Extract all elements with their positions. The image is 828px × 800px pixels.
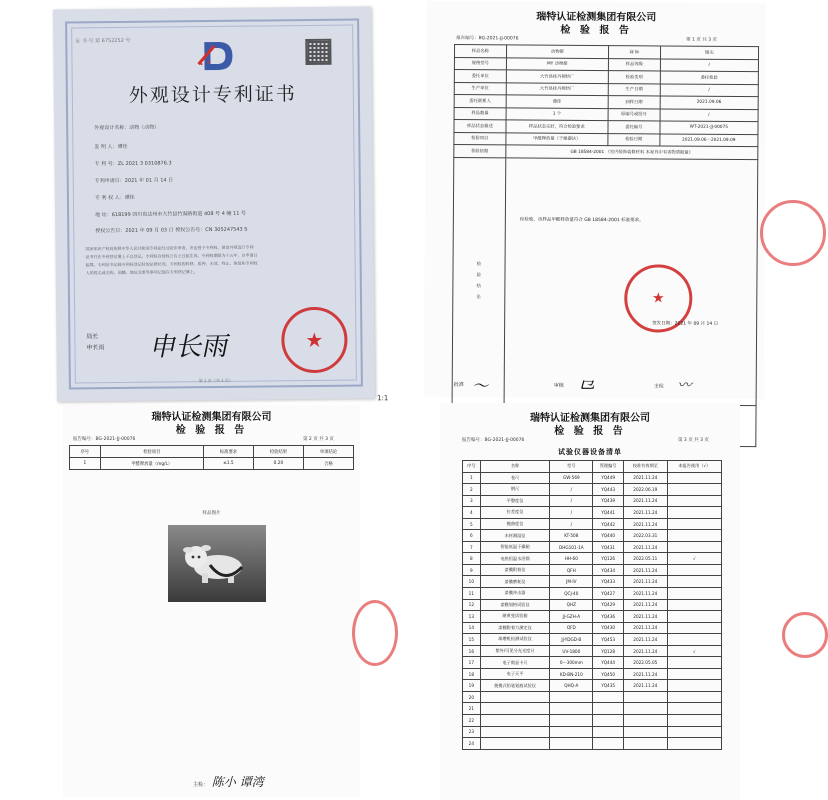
report-company: 瑞特认证检测集团有限公司 xyxy=(530,413,650,424)
sign-label: 审核 xyxy=(553,382,564,389)
table-cell xyxy=(623,691,667,703)
table-cell: 大竹县桂丹棉纺厂 xyxy=(506,70,608,83)
table-row xyxy=(463,507,722,519)
table-cell: / xyxy=(660,83,758,96)
table-cell: GB 18584-2001 《室内装饰装修材料 木家具中有害物质限量》 xyxy=(505,145,757,159)
table-cell: 原编号或批号 xyxy=(608,108,660,121)
table-cell: 漆膜冲击器 xyxy=(480,588,550,600)
table-row xyxy=(463,518,722,530)
table-row xyxy=(463,657,722,669)
report-page: 第 1 页 共 3 页 xyxy=(686,37,718,43)
table-row xyxy=(463,472,722,484)
table-cell: YQ429 xyxy=(593,599,624,611)
table-cell xyxy=(480,703,550,715)
table-cell xyxy=(550,715,593,727)
table-cell: 2022.03.31 xyxy=(623,530,667,542)
table-cell: 24 xyxy=(463,738,481,750)
table-cell: 2021.11.24 xyxy=(623,645,667,657)
table-cell: 21 xyxy=(463,703,481,715)
table-cell: 11 xyxy=(463,588,481,600)
table-cell xyxy=(550,703,593,715)
table-row xyxy=(463,564,722,576)
table-cell: JJ-GZH-A xyxy=(550,611,593,623)
table-cell: 14 xyxy=(463,622,481,634)
table-cell: 智能低温干燥箱 xyxy=(480,541,550,553)
table-cell: MY 动物摆 xyxy=(506,57,608,70)
cnipa-seal: ★ xyxy=(281,307,348,374)
table-cell: 2021.11.24 xyxy=(623,564,667,576)
report-number: 报告编号：BG-2021-JJ-00076 xyxy=(73,437,136,442)
table-cell: / xyxy=(660,58,758,71)
table-cell xyxy=(667,680,721,692)
table-cell xyxy=(667,518,721,530)
table-cell: YQ434 xyxy=(593,564,624,576)
partial-stamp xyxy=(760,200,826,266)
table-cell: 12 xyxy=(463,599,481,611)
table-cell xyxy=(667,622,721,634)
table-cell: 16 xyxy=(463,645,481,657)
table-header-cell: 序号 xyxy=(70,446,101,458)
table-cell: 22 xyxy=(463,715,481,727)
table-cell: 检验项目 xyxy=(454,132,506,145)
table-cell xyxy=(593,715,624,727)
table-cell xyxy=(623,703,667,715)
partial-stamp xyxy=(352,600,398,666)
table-cell: 谢尖 xyxy=(660,46,758,59)
table-cell xyxy=(667,703,721,715)
director-label: 局长 xyxy=(86,333,99,341)
table-cell: ≤1.5 xyxy=(203,458,253,470)
table-cell: 平整度仪 xyxy=(480,495,550,507)
table-cell: YQ427 xyxy=(593,588,624,600)
conclusion-side-label: 检 xyxy=(476,261,482,267)
table-cell: 便携式铅笔划痕试验仪 xyxy=(480,680,550,692)
table-cell: 10 xyxy=(463,576,481,588)
table-cell: 15 xyxy=(463,634,481,646)
table-cell: 电子数显卡尺 xyxy=(480,657,550,669)
table-cell: 甲醛释放量（干燥器法） xyxy=(506,132,608,145)
table-cell xyxy=(623,715,667,727)
certificate-body-line: 国家知识产权局依照中华人民共和国专利法经过初步审查，决定授予专利权，颁发外观设计专利 xyxy=(85,244,254,252)
table-cell: 2021.11.24 xyxy=(623,472,667,484)
conclusion-side-label: 结 xyxy=(476,283,481,289)
table-cell xyxy=(667,495,721,507)
photo-label: 样品图片 xyxy=(202,511,221,516)
conclusion-side-label: 论 xyxy=(476,294,481,300)
certificate-field: 专利申请日：2021 年 01 月 14 日 xyxy=(94,177,174,185)
table-cell xyxy=(667,472,721,484)
table-cell: 委托编号 xyxy=(608,121,660,134)
table-header-cell: 校准有效期至 xyxy=(623,461,667,473)
table-cell: 翘曲度仪 xyxy=(480,518,550,530)
report-title: 检 验 报 告 xyxy=(560,24,632,37)
table-cell: YQ440 xyxy=(593,530,624,542)
table-cell xyxy=(623,738,667,750)
table-cell: 13 xyxy=(463,611,481,623)
table-cell: 9 xyxy=(463,564,481,576)
table-cell: 委托检验 xyxy=(660,71,758,84)
table-cell: 2021.11.24 xyxy=(623,611,667,623)
table-cell: 钢尺 xyxy=(480,484,550,496)
table-cell xyxy=(480,691,550,703)
table-cell: YQ450 xyxy=(593,668,624,680)
table-cell: 耐黄变试验箱 xyxy=(480,611,550,623)
table-cell xyxy=(667,588,721,600)
table-cell: YQ433 xyxy=(593,576,624,588)
table-cell: WT-2021-JJ-00075 xyxy=(660,121,758,134)
table-cell: 2021.11.24 xyxy=(623,622,667,634)
table-cell: 2022.06.19 xyxy=(623,484,667,496)
table-cell xyxy=(480,726,550,738)
table-cell: / xyxy=(550,495,593,507)
table-row xyxy=(463,588,722,600)
test-report-page-3 xyxy=(440,403,740,800)
director-name: 申长雨 xyxy=(86,344,105,352)
director-signature: 申长雨 xyxy=(147,331,233,363)
table-cell: 2022.05.11 xyxy=(623,553,667,565)
inspector-label: 主检： xyxy=(193,782,209,788)
qr-code-icon xyxy=(305,39,331,65)
table-cell xyxy=(480,738,550,750)
report-page: 第 2 页 共 3 页 xyxy=(303,437,334,442)
table-cell xyxy=(452,157,505,403)
approver-signature-icon: 〜 xyxy=(470,376,493,396)
table-cell: YQ128 xyxy=(593,645,624,657)
table-cell: YQ444 xyxy=(593,657,624,669)
report-title: 检 验 报 告 xyxy=(175,425,248,436)
table-cell: 委托联系人 xyxy=(454,95,506,108)
table-cell: 委托单位 xyxy=(454,70,506,83)
table-cell: 甲醛释放量（mg/L） xyxy=(100,458,203,470)
table-header-cell: 序号 xyxy=(463,461,481,473)
table-cell: 2021.11.24 xyxy=(623,495,667,507)
table-cell xyxy=(550,691,593,703)
table-cell: 样品等级 xyxy=(608,58,660,71)
table-cell: 球磨机检测试验仪 xyxy=(480,634,550,646)
conclusion-side-label: 验 xyxy=(476,272,481,278)
table-cell xyxy=(667,611,721,623)
table-cell: 1 xyxy=(70,458,101,470)
table-cell xyxy=(667,634,721,646)
table-cell: UV-1800 xyxy=(550,645,593,657)
table-cell: 到样日期 xyxy=(608,96,660,109)
table-cell xyxy=(667,657,721,669)
patent-certificate xyxy=(53,6,389,403)
sign-label: 批准 xyxy=(453,382,464,389)
table-cell: KT-508 xyxy=(550,530,593,542)
table-cell: QFD xyxy=(550,622,593,634)
table-cell: 0.20 xyxy=(253,458,303,470)
table-cell xyxy=(667,691,721,703)
table-cell xyxy=(667,530,721,542)
inspector-signature: 陈小 谭湾 xyxy=(210,775,267,789)
certificate-body-line: 人的姓名或名称、国籍、地址变更等事项记载在专利登记簿上。 xyxy=(85,269,198,276)
table-cell: / xyxy=(550,507,593,519)
table-cell: 动物摆 xyxy=(506,45,608,58)
table-row xyxy=(463,599,722,611)
table-cell: YQ449 xyxy=(593,472,624,484)
equipment-list-title: 试验仪器设备清单 xyxy=(558,448,622,456)
certificate-field: 专 利 权 人：谭佳 xyxy=(94,194,135,202)
table-cell: / xyxy=(550,518,593,530)
table-row xyxy=(463,634,722,646)
table-row xyxy=(463,703,722,715)
inspector-signature-icon: 〰 xyxy=(676,377,695,394)
table-cell: 样品状态描述 xyxy=(454,120,506,133)
table-cell: 2022.05.05 xyxy=(623,657,667,669)
table-cell: 2021.09.06 xyxy=(660,96,758,109)
table-cell: DHG101-1A xyxy=(550,541,593,553)
table-cell: 2021.11.24 xyxy=(623,588,667,600)
table-header-cell: 型号 xyxy=(550,461,593,473)
table-row xyxy=(463,495,722,507)
table-cell: YQ439 xyxy=(593,495,624,507)
table-cell xyxy=(667,541,721,553)
table-row xyxy=(463,738,722,750)
table-cell: 检验日期 xyxy=(608,133,660,146)
table-cell: 电子天平 xyxy=(480,668,550,680)
table-header-cell: 单项结论 xyxy=(303,446,353,458)
certificate-field: 地 址：618199 四川省达州市大竹县竹海路街道 408 号 4 幢 11 号 xyxy=(95,210,247,219)
table-cell: 2021.11.24 xyxy=(623,576,667,588)
table-cell: 谭佳 xyxy=(506,95,608,108)
table-cell: 1 个 xyxy=(506,107,608,120)
table-cell: 1 xyxy=(463,472,481,484)
table-cell: QCJ-40 xyxy=(550,588,593,600)
table-cell: YQ443 xyxy=(593,484,624,496)
table-cell: KD-BN-210 xyxy=(550,668,593,680)
table-cell: / xyxy=(660,108,758,121)
table-row xyxy=(463,611,722,623)
table-cell xyxy=(667,726,721,738)
table-cell: 拉差度仪 xyxy=(480,507,550,519)
table-cell: √ xyxy=(667,645,721,657)
table-row xyxy=(463,541,722,553)
table-cell: JJ-YDGD-B xyxy=(550,634,593,646)
table-cell: 漆膜划格试验仪 xyxy=(480,599,550,611)
table-cell xyxy=(593,691,624,703)
table-cell: 样品状态完好，符合检验要求 xyxy=(506,120,608,133)
table-row xyxy=(70,458,354,470)
report-title: 检 验 报 告 xyxy=(554,426,626,437)
partial-stamp xyxy=(782,612,828,658)
table-cell: 合格 xyxy=(303,458,353,470)
table-cell: 20 xyxy=(463,691,481,703)
table-cell xyxy=(667,507,721,519)
table-cell: 2021.11.24 xyxy=(623,634,667,646)
table-cell: QHZ xyxy=(550,599,593,611)
report-page: 第 3 页 共 3 页 xyxy=(678,438,709,443)
table-cell: QFH xyxy=(550,564,593,576)
certificate-title: 外观设计专利证书 xyxy=(128,83,297,107)
sign-label: 主检 xyxy=(653,383,664,390)
table-cell: 18 xyxy=(463,668,481,680)
table-row xyxy=(463,715,722,727)
table-header-row xyxy=(70,446,354,458)
table-row xyxy=(463,553,722,565)
table-cell: YQ442 xyxy=(593,518,624,530)
table-cell xyxy=(667,576,721,588)
report-number: 报告编号：BG-2021-JJ-00076 xyxy=(456,36,519,42)
table-cell: 2021.09.06～2021.09.09 xyxy=(660,133,758,146)
table-row xyxy=(463,576,722,588)
table-row xyxy=(463,726,722,738)
certificate-footer: 第 1 页（共 1 页） xyxy=(198,377,233,384)
table-cell: 生产单位 xyxy=(454,82,506,95)
table-cell: 19 xyxy=(463,680,481,692)
report-company: 瑞特认证检测集团有限公司 xyxy=(151,412,272,423)
table-cell: 2021.11.24 xyxy=(623,680,667,692)
table-cell: 样品数量 xyxy=(454,107,506,120)
table-cell: 商 标 xyxy=(608,46,660,59)
table-cell: YQ126 xyxy=(593,553,624,565)
table-cell xyxy=(667,715,721,727)
table-cell xyxy=(623,726,667,738)
table-cell: 2 xyxy=(463,484,481,496)
table-cell: 2021.11.24 xyxy=(623,507,667,519)
table-cell: 木材测湿仪 xyxy=(480,530,550,542)
table-cell: 3 xyxy=(463,495,481,507)
table-cell: 漆膜附着仪 xyxy=(480,564,550,576)
certificate-field: 授权公告日：2021 年 09 月 03 日 授权公告号：CN 305247543 S xyxy=(95,226,248,235)
table-cell: 漆膜磨耗仪 xyxy=(480,576,550,588)
result-table xyxy=(69,445,354,470)
certificate-body-line: 起算。专利证书记载专利权登记时的法律状况。专利权的转移、质押、无效、终止、恢复和专利权 xyxy=(85,260,258,268)
table-cell: 生产日期 xyxy=(608,83,660,96)
report-number: 报告编号：BG-2021-JJ-00076 xyxy=(462,438,525,443)
certificate-field: 专 利 号：ZL 2021 3 0310876.3 xyxy=(94,160,172,168)
test-report-page-2 xyxy=(63,405,360,797)
report-company: 瑞特认证检测集团有限公司 xyxy=(536,11,657,24)
table-cell: 电热恒温水浴锅 xyxy=(480,553,550,565)
table-cell: √ xyxy=(667,553,721,565)
table-row xyxy=(463,622,722,634)
issue-date: 签发日期：2021 年 09 月 14 日 xyxy=(652,321,719,327)
table-cell xyxy=(480,715,550,727)
certificate-number: 证 书 号 第 6752252 号 xyxy=(75,37,131,45)
table-cell xyxy=(667,668,721,680)
table-cell xyxy=(667,738,721,750)
table-header-cell: 本报告使用（√） xyxy=(667,461,721,473)
table-cell: 6 xyxy=(463,530,481,542)
table-cell: YQ435 xyxy=(593,680,624,692)
table-cell xyxy=(667,484,721,496)
table-cell xyxy=(593,738,624,750)
table-cell: / xyxy=(550,484,593,496)
table-cell: 卷尺 xyxy=(480,472,550,484)
table-cell xyxy=(667,599,721,611)
table-cell: 检验类别 xyxy=(608,71,660,84)
table-row xyxy=(463,530,722,542)
table-cell xyxy=(550,738,593,750)
table-header-cell: 检验结果 xyxy=(253,446,303,458)
table-cell xyxy=(593,726,624,738)
table-row xyxy=(463,645,722,657)
cow-figurine-icon xyxy=(180,537,250,587)
company-stamp: ★ xyxy=(624,264,692,332)
table-cell: 大竹县桂丹棉纺厂 xyxy=(506,82,608,95)
table-cell: 检验依据 xyxy=(454,145,506,158)
table-cell: 17 xyxy=(463,657,481,669)
table-row xyxy=(463,691,722,703)
table-cell: JM-IV xyxy=(550,576,593,588)
table-header-cell: 检验项目 xyxy=(100,446,203,458)
table-cell: 样品名称 xyxy=(454,45,506,58)
table-header-cell: 管理编号 xyxy=(593,461,624,473)
cnipa-logo-icon xyxy=(196,38,236,74)
table-cell xyxy=(667,564,721,576)
certificate-body-line: 证书并在专利登记簿上予以登记。专利权自授权公告之日起生效。专利权期限为十五年，自申请日 xyxy=(85,252,258,260)
table-cell: 紫外/可见分光光度计 xyxy=(480,645,550,657)
table-cell xyxy=(593,703,624,715)
sample-photo xyxy=(168,525,266,602)
table-cell: YQ453 xyxy=(593,634,624,646)
table-cell: YQ431 xyxy=(593,541,624,553)
table-cell: 规格型号 xyxy=(454,57,506,70)
table-cell: 0～300mm xyxy=(550,657,593,669)
table-cell: QHQ-A xyxy=(550,680,593,692)
table-cell: 漆膜附着力测定仪 xyxy=(480,622,550,634)
certificate-field: 发 明 人：谭佳 xyxy=(94,143,128,151)
table-header-cell: 名称 xyxy=(480,461,550,473)
table-cell: 23 xyxy=(463,726,481,738)
table-row xyxy=(463,668,722,680)
table-cell: YQ436 xyxy=(593,611,624,623)
signature-row xyxy=(454,373,754,397)
table-cell: YQ441 xyxy=(593,507,624,519)
table-cell: 5 xyxy=(463,518,481,530)
table-row xyxy=(463,484,722,496)
table-cell: YQ430 xyxy=(593,622,624,634)
table-cell: 2021.11.24 xyxy=(623,518,667,530)
table-row xyxy=(452,157,758,405)
table-cell: GW-569 xyxy=(550,472,593,484)
table-row xyxy=(463,680,722,692)
table-cell: 7 xyxy=(463,541,481,553)
table-cell: HH-60 xyxy=(550,553,593,565)
table-cell: 4 xyxy=(463,507,481,519)
corner-mark: 1:1 xyxy=(377,394,389,403)
table-cell xyxy=(550,726,593,738)
table-header-row xyxy=(463,461,722,473)
test-report-page-1 xyxy=(424,1,767,399)
certificate-field: 外观设计名称：动物（动物） xyxy=(94,124,160,132)
table-cell: 2021.11.24 xyxy=(623,668,667,680)
table-cell: 2021.11.24 xyxy=(623,599,667,611)
equipment-table xyxy=(462,460,722,750)
reviewer-signature-icon: ⺋ xyxy=(575,375,600,397)
table-header-cell: 标准要求 xyxy=(203,446,253,458)
table-cell: 8 xyxy=(463,553,481,565)
conclusion-text: 经检验，该样品甲醛释放量符合 GB 18584-2001 标准要求。 xyxy=(519,217,644,224)
table-cell: 2021.11.24 xyxy=(623,541,667,553)
